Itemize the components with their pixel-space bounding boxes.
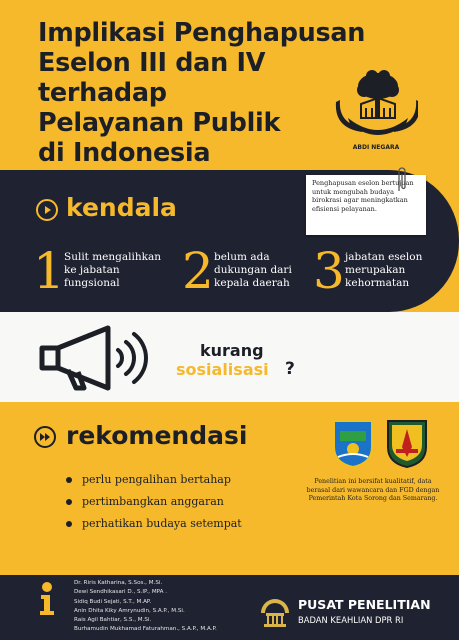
author-1: Dr. Riris Katharina, S.Sos., M.Si. bbox=[74, 580, 163, 586]
kendala-heading: kendala bbox=[66, 193, 177, 222]
rekomendasi-item-3: perhatikan budaya setempat bbox=[66, 517, 242, 531]
sosialisasi-text: sosialisasi bbox=[176, 360, 269, 379]
info-icon bbox=[36, 581, 58, 617]
author-2: Dewi Sendhikasari D., S.IP., MPA . bbox=[74, 589, 168, 596]
kendala-number-1: 1 bbox=[33, 242, 65, 300]
sorong-emblem bbox=[330, 417, 376, 469]
authors-list bbox=[74, 579, 217, 635]
kendala-number-2: 2 bbox=[182, 242, 214, 300]
question-mark: ? bbox=[285, 359, 295, 379]
rekomendasi-item-1: perlu pengalihan bertahap bbox=[66, 473, 231, 487]
author-5: Rais Agil Bahtiar, S.S., M.Si. bbox=[74, 617, 152, 624]
logo-caption: ABDI NEGARA bbox=[352, 144, 400, 151]
paperclip-icon bbox=[396, 165, 408, 195]
author-3: Sidiq Budi Sejati, S.T., M.AP. bbox=[74, 598, 152, 605]
kurang-text: kurang bbox=[200, 341, 264, 360]
research-note: Penelitian ini bersifat kualitatif, data berasal dari wawancara dan FGD dengan Pemerintah Kota Sorong dan Semarang. bbox=[306, 478, 440, 502]
kendala-item-2: belum ada dukungan dari kepala daerah bbox=[214, 251, 292, 289]
title-line-2: Eselon III dan IV bbox=[38, 48, 266, 78]
org-name: PUSAT PENELITIAN bbox=[298, 597, 431, 612]
semarang-emblem bbox=[384, 417, 430, 469]
kendala-item-1: Sulit mengalihkan ke jabatan fungsional bbox=[64, 251, 162, 289]
title-line-3: terhadap bbox=[38, 78, 167, 108]
megaphone-icon bbox=[38, 322, 158, 394]
fast-forward-icon bbox=[34, 426, 56, 448]
author-6: Burhamudin Mukhamad Faturahman., S.A.P., M.A.P. bbox=[74, 626, 217, 633]
title-line-4: Pelayanan Publik bbox=[38, 108, 281, 138]
note-card bbox=[306, 175, 426, 235]
title-line-5: di Indonesia bbox=[38, 138, 211, 168]
title-line-1: Implikasi Penghapusan bbox=[38, 18, 366, 48]
kendala-number-3: 3 bbox=[313, 242, 345, 300]
dpr-logo bbox=[258, 596, 292, 630]
org-subname: BADAN KEAHLIAN DPR RI bbox=[298, 615, 404, 625]
kendala-item-3: jabatan eselon merupakan kehormatan bbox=[345, 251, 423, 289]
author-4: Anin Dhita Kiky Amrynudin, S.A.P., M.Si. bbox=[74, 607, 185, 614]
rekomendasi-item-2: pertimbangkan anggaran bbox=[66, 495, 224, 509]
rekomendasi-heading: rekomendasi bbox=[66, 421, 248, 450]
play-icon bbox=[36, 199, 58, 221]
abdi-negara-logo bbox=[334, 62, 418, 160]
note-text: Penghapusan eselon bertujuan untuk mengubah budaya birokrasi agar meningkatkan efisiensi pelayanan. bbox=[312, 179, 414, 213]
